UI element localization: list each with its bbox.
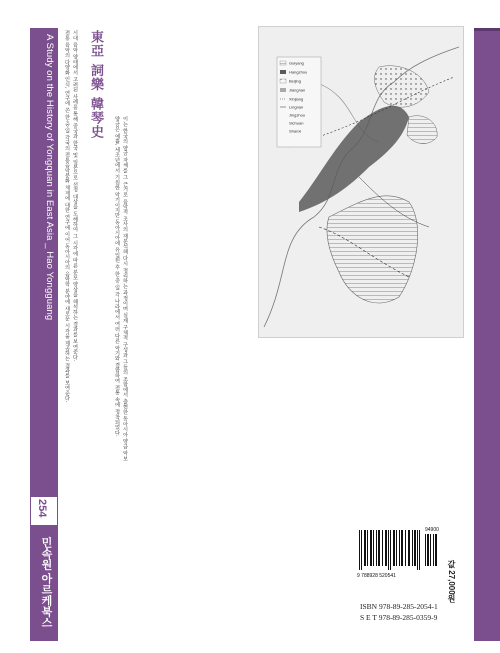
map-region-east: [407, 116, 437, 144]
set-isbn: S E T 978-89-285-0359-9: [360, 613, 438, 622]
blurb-left: [64, 30, 86, 560]
blurb-line-3: 시대 음악 양태에서 고려된 사례를 통해 중국과 한국 및 일본으로 선정 대상을 도해하여 그 시각에 따른 분포 양상을 해석하는 결과를 보여준다.: [72, 30, 78, 362]
barcode-digits: 9 788928 520541: [357, 573, 396, 579]
svg-text:Sichuan: Sichuan: [289, 120, 304, 126]
svg-text:Shanxi: Shanxi: [289, 128, 302, 134]
blurb-line-1: 양금은 예휼, 세조년에서 기원한 악기이지만 동아시아에 유입된 후 한·중·일 각 나라에서 여러 다른 악기와 결합하여 전통 속에 정착되었다.: [114, 116, 120, 437]
front-cover-edge-accent: [474, 28, 500, 31]
map-region-dotted: [374, 66, 429, 107]
spine-title: A Study on the History of Yongquan in East Asia _ Hao Yongguang: [44, 34, 55, 321]
front-cover-edge: [474, 28, 500, 641]
blurb-line-2: 이는 한국의 양금 자체를 그 근거로 음악적 조사의 재분석해 다시 정리하는 과정이며 실재 구체적 구성과 그들의 조합에서 출현한 동아시아 양금 악보: [122, 116, 128, 461]
svg-text:Lingnan: Lingnan: [289, 104, 304, 110]
svg-text:Guiyang: Guiyang: [289, 60, 304, 66]
svg-text:Beijing: Beijing: [289, 78, 302, 84]
svg-text:Jiangnan: Jiangnan: [289, 87, 306, 93]
price: 값 27,000원: [447, 560, 456, 603]
svg-text:Jingzhou: Jingzhou: [289, 112, 306, 118]
spine-number: 254: [36, 499, 48, 518]
spine-publisher: 민속원 아르케북스: [40, 537, 52, 629]
svg-text:Xinjiang: Xinjiang: [289, 96, 304, 102]
barcode-addon: 94900: [425, 527, 439, 533]
blurb-main: [100, 116, 270, 536]
barcode: [355, 520, 440, 596]
book-title: 東亞 詞樂 韓琴史: [88, 30, 103, 140]
svg-text:Hangzhou: Hangzhou: [289, 69, 308, 75]
map-figure: [258, 26, 464, 338]
blurb-line-4: 전통 음악의 다양화 인식, 연구에 쓴 한·중·일 각국의 전통음악문화 체계에 대한 연구에 이어 동아시아의 음악학 분야에 새로운 시각을 제공하는 결과를 보여준다.: [64, 30, 70, 403]
barcode-graphic: [355, 520, 440, 580]
map-region-hatched: [327, 196, 418, 303]
isbn: ISBN 978-89-285-2054-1: [360, 602, 438, 611]
map-drawing: [259, 27, 463, 337]
